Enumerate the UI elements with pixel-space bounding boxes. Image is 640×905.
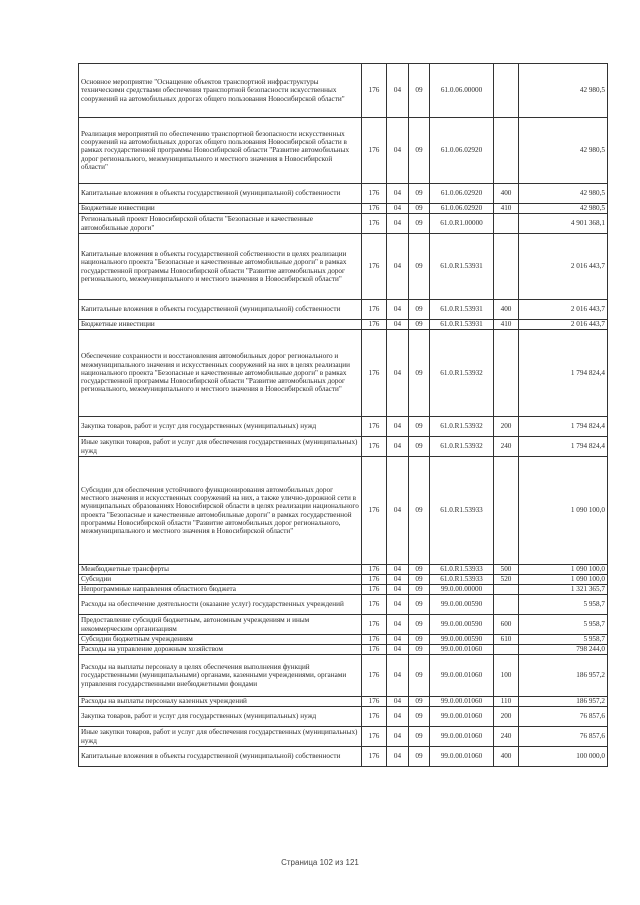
section-cell: 04 bbox=[387, 585, 409, 595]
table-row bbox=[79, 655, 608, 697]
table-row bbox=[79, 330, 608, 417]
section-cell: 04 bbox=[387, 575, 409, 585]
target-article-cell: 61.0.R1.00000 bbox=[430, 214, 494, 234]
amount-cell: 186 957,2 bbox=[519, 697, 608, 707]
table-row bbox=[79, 184, 608, 204]
target-article-cell: 61.0.R1.53931 bbox=[430, 300, 494, 320]
table-row bbox=[79, 300, 608, 320]
name-cell: Предоставление субсидий бюджетным, автономным учреждениям и иным некоммерческим организациям bbox=[79, 615, 362, 635]
amount-cell: 100 000,0 bbox=[519, 747, 608, 767]
section-cell: 04 bbox=[387, 747, 409, 767]
expense-type-cell: 400 bbox=[494, 747, 519, 767]
section-cell: 04 bbox=[387, 595, 409, 615]
amount-cell: 186 957,2 bbox=[519, 655, 608, 697]
amount-cell: 1 794 824,4 bbox=[519, 437, 608, 457]
name-cell: Расходы на обеспечение деятельности (оказание услуг) государственных учреждений bbox=[79, 595, 362, 615]
table-row bbox=[79, 118, 608, 184]
section-cell: 04 bbox=[387, 565, 409, 575]
table-row bbox=[79, 417, 608, 437]
target-article-cell: 99.0.00.01060 bbox=[430, 697, 494, 707]
target-article-cell: 61.0.R1.53931 bbox=[430, 320, 494, 330]
amount-cell: 42 980,5 bbox=[519, 64, 608, 118]
grbs-cell: 176 bbox=[362, 655, 387, 697]
name-cell: Региональный проект Новосибирской области "Безопасные и качественные автомобильные дороги" bbox=[79, 214, 362, 234]
grbs-cell: 176 bbox=[362, 184, 387, 204]
amount-cell: 1 090 100,0 bbox=[519, 575, 608, 585]
expense-type-cell: 400 bbox=[494, 184, 519, 204]
table-row bbox=[79, 204, 608, 214]
expense-type-cell: 500 bbox=[494, 565, 519, 575]
section-cell: 04 bbox=[387, 234, 409, 300]
table-row bbox=[79, 214, 608, 234]
target-article-cell: 99.0.00.01060 bbox=[430, 727, 494, 747]
target-article-cell: 99.0.00.00590 bbox=[430, 595, 494, 615]
section-cell: 04 bbox=[387, 300, 409, 320]
subsection-cell: 09 bbox=[409, 417, 430, 437]
table-row bbox=[79, 437, 608, 457]
target-article-cell: 61.0.R1.53931 bbox=[430, 234, 494, 300]
grbs-cell: 176 bbox=[362, 727, 387, 747]
target-article-cell: 99.0.00.01060 bbox=[430, 655, 494, 697]
amount-cell: 2 016 443,7 bbox=[519, 234, 608, 300]
section-cell: 04 bbox=[387, 707, 409, 727]
expense-type-cell: 110 bbox=[494, 697, 519, 707]
grbs-cell: 176 bbox=[362, 457, 387, 565]
grbs-cell: 176 bbox=[362, 585, 387, 595]
amount-cell: 42 980,5 bbox=[519, 118, 608, 184]
name-cell: Закупка товаров, работ и услуг для государственных (муниципальных) нужд bbox=[79, 707, 362, 727]
subsection-cell: 09 bbox=[409, 437, 430, 457]
expense-type-cell: 610 bbox=[494, 635, 519, 645]
grbs-cell: 176 bbox=[362, 234, 387, 300]
table-row bbox=[79, 727, 608, 747]
expense-type-cell bbox=[494, 64, 519, 118]
grbs-cell: 176 bbox=[362, 565, 387, 575]
grbs-cell: 176 bbox=[362, 320, 387, 330]
amount-cell: 1 090 100,0 bbox=[519, 565, 608, 575]
grbs-cell: 176 bbox=[362, 300, 387, 320]
grbs-cell: 176 bbox=[362, 575, 387, 585]
section-cell: 04 bbox=[387, 320, 409, 330]
table-row bbox=[79, 707, 608, 727]
name-cell: Закупка товаров, работ и услуг для государственных (муниципальных) нужд bbox=[79, 417, 362, 437]
expense-type-cell: 410 bbox=[494, 320, 519, 330]
expense-type-cell bbox=[494, 214, 519, 234]
name-cell: Обеспечение сохранности и восстановления автомобильных дорог регионального и межмуниципального значения и искусственных сооружений на них в целях реализации национального проекта "Безопасные и качественные автомобильные дороги" в рамках государственной программы Новосибирской области "Развитие автомобильных дорог регионального, межмуниципального и местного значения в Новосибирской области" bbox=[79, 330, 362, 417]
grbs-cell: 176 bbox=[362, 635, 387, 645]
table-row bbox=[79, 585, 608, 595]
target-article-cell: 61.0.R1.53933 bbox=[430, 565, 494, 575]
expense-type-cell bbox=[494, 645, 519, 655]
name-cell: Расходы на управление дорожным хозяйством bbox=[79, 645, 362, 655]
target-article-cell: 61.0.R1.53933 bbox=[430, 457, 494, 565]
section-cell: 04 bbox=[387, 330, 409, 417]
section-cell: 04 bbox=[387, 635, 409, 645]
name-cell: Иные закупки товаров, работ и услуг для обеспечения государственных (муниципальных) нужд bbox=[79, 727, 362, 747]
name-cell: Субсидии бюджетным учреждениям bbox=[79, 635, 362, 645]
name-cell: Иные закупки товаров, работ и услуг для обеспечения государственных (муниципальных) нужд bbox=[79, 437, 362, 457]
amount-cell: 4 901 368,1 bbox=[519, 214, 608, 234]
grbs-cell: 176 bbox=[362, 645, 387, 655]
amount-cell: 1 321 365,7 bbox=[519, 585, 608, 595]
target-article-cell: 61.0.06.02920 bbox=[430, 204, 494, 214]
subsection-cell: 09 bbox=[409, 645, 430, 655]
table-row bbox=[79, 575, 608, 585]
target-article-cell: 99.0.00.00000 bbox=[430, 585, 494, 595]
name-cell: Расходы на выплаты персоналу казенных учреждений bbox=[79, 697, 362, 707]
amount-cell: 1 794 824,4 bbox=[519, 330, 608, 417]
amount-cell: 76 857,6 bbox=[519, 727, 608, 747]
budget-table bbox=[78, 63, 608, 767]
grbs-cell: 176 bbox=[362, 747, 387, 767]
subsection-cell: 09 bbox=[409, 615, 430, 635]
table-row bbox=[79, 615, 608, 635]
name-cell: Бюджетные инвестиции bbox=[79, 204, 362, 214]
section-cell: 04 bbox=[387, 64, 409, 118]
section-cell: 04 bbox=[387, 727, 409, 747]
table-row bbox=[79, 457, 608, 565]
amount-cell: 798 244,0 bbox=[519, 645, 608, 655]
target-article-cell: 61.0.R1.53932 bbox=[430, 437, 494, 457]
expense-type-cell bbox=[494, 330, 519, 417]
table-row bbox=[79, 635, 608, 645]
table-row bbox=[79, 645, 608, 655]
section-cell: 04 bbox=[387, 204, 409, 214]
name-cell: Капитальные вложения в объекты государственной (муниципальной) собственности bbox=[79, 184, 362, 204]
name-cell: Непрограммные направления областного бюджета bbox=[79, 585, 362, 595]
subsection-cell: 09 bbox=[409, 234, 430, 300]
target-article-cell: 61.0.R1.53933 bbox=[430, 575, 494, 585]
name-cell: Капитальные вложения в объекты государственной (муниципальной) собственности bbox=[79, 300, 362, 320]
subsection-cell: 09 bbox=[409, 747, 430, 767]
grbs-cell: 176 bbox=[362, 118, 387, 184]
grbs-cell: 176 bbox=[362, 204, 387, 214]
name-cell: Капитальные вложения в объекты государственной собственности в целях реализации национального проекта "Безопасные и качественные автомобильные дороги" в рамках государственной программы Новосибирской области "Развитие автомобильных дорог регионального, межмуниципального и местного значения в Новосибирской области" bbox=[79, 234, 362, 300]
subsection-cell: 09 bbox=[409, 330, 430, 417]
subsection-cell: 09 bbox=[409, 64, 430, 118]
page-footer: Страница 102 из 121 bbox=[281, 858, 359, 867]
name-cell: Расходы на выплаты персоналу в целях обеспечения выполнения функций государственными (муниципальными) органами, казенными учреждениями, органами управления государственными внебюджетными фондами bbox=[79, 655, 362, 697]
subsection-cell: 09 bbox=[409, 727, 430, 747]
section-cell: 04 bbox=[387, 118, 409, 184]
target-article-cell: 61.0.06.02920 bbox=[430, 184, 494, 204]
grbs-cell: 176 bbox=[362, 615, 387, 635]
table-row bbox=[79, 234, 608, 300]
table-row bbox=[79, 595, 608, 615]
target-article-cell: 61.0.06.02920 bbox=[430, 118, 494, 184]
table-row bbox=[79, 320, 608, 330]
name-cell: Капитальные вложения в объекты государственной (муниципальной) собственности bbox=[79, 747, 362, 767]
expense-type-cell: 400 bbox=[494, 300, 519, 320]
section-cell: 04 bbox=[387, 214, 409, 234]
subsection-cell: 09 bbox=[409, 214, 430, 234]
amount-cell: 76 857,6 bbox=[519, 707, 608, 727]
section-cell: 04 bbox=[387, 697, 409, 707]
name-cell: Межбюджетные трансферты bbox=[79, 565, 362, 575]
expense-type-cell bbox=[494, 595, 519, 615]
expense-type-cell: 240 bbox=[494, 437, 519, 457]
target-article-cell: 61.0.R1.53932 bbox=[430, 330, 494, 417]
subsection-cell: 09 bbox=[409, 457, 430, 565]
grbs-cell: 176 bbox=[362, 697, 387, 707]
subsection-cell: 09 bbox=[409, 595, 430, 615]
subsection-cell: 09 bbox=[409, 635, 430, 645]
table-row bbox=[79, 565, 608, 575]
subsection-cell: 09 bbox=[409, 697, 430, 707]
expense-type-cell bbox=[494, 234, 519, 300]
subsection-cell: 09 bbox=[409, 204, 430, 214]
subsection-cell: 09 bbox=[409, 575, 430, 585]
subsection-cell: 09 bbox=[409, 300, 430, 320]
target-article-cell: 99.0.00.00590 bbox=[430, 635, 494, 645]
name-cell: Бюджетные инвестиции bbox=[79, 320, 362, 330]
target-article-cell: 61.0.R1.53932 bbox=[430, 417, 494, 437]
target-article-cell: 99.0.00.00590 bbox=[430, 615, 494, 635]
grbs-cell: 176 bbox=[362, 437, 387, 457]
amount-cell: 2 016 443,7 bbox=[519, 320, 608, 330]
expense-type-cell: 520 bbox=[494, 575, 519, 585]
table-row bbox=[79, 747, 608, 767]
expense-type-cell: 200 bbox=[494, 707, 519, 727]
amount-cell: 1 794 824,4 bbox=[519, 417, 608, 437]
grbs-cell: 176 bbox=[362, 595, 387, 615]
amount-cell: 42 980,5 bbox=[519, 184, 608, 204]
subsection-cell: 09 bbox=[409, 118, 430, 184]
amount-cell: 5 958,7 bbox=[519, 635, 608, 645]
grbs-cell: 176 bbox=[362, 417, 387, 437]
target-article-cell: 99.0.00.01060 bbox=[430, 645, 494, 655]
amount-cell: 42 980,5 bbox=[519, 204, 608, 214]
expense-type-cell: 200 bbox=[494, 417, 519, 437]
expense-type-cell: 410 bbox=[494, 204, 519, 214]
grbs-cell: 176 bbox=[362, 64, 387, 118]
budget-table-body bbox=[79, 64, 608, 767]
expense-type-cell bbox=[494, 118, 519, 184]
amount-cell: 2 016 443,7 bbox=[519, 300, 608, 320]
subsection-cell: 09 bbox=[409, 184, 430, 204]
amount-cell: 5 958,7 bbox=[519, 595, 608, 615]
name-cell: Реализация мероприятий по обеспечению транспортной безопасности искусственных сооружений на автомобильных дорогах общего пользования Новосибирской области в рамках государственной программы Новосибирской области "Развитие автомобильных дорог регионального, межмуниципального и местного значения в Новосибирской области" bbox=[79, 118, 362, 184]
target-article-cell: 99.0.00.01060 bbox=[430, 747, 494, 767]
subsection-cell: 09 bbox=[409, 320, 430, 330]
subsection-cell: 09 bbox=[409, 585, 430, 595]
expense-type-cell: 100 bbox=[494, 655, 519, 697]
expense-type-cell: 240 bbox=[494, 727, 519, 747]
section-cell: 04 bbox=[387, 417, 409, 437]
grbs-cell: 176 bbox=[362, 707, 387, 727]
section-cell: 04 bbox=[387, 655, 409, 697]
section-cell: 04 bbox=[387, 457, 409, 565]
target-article-cell: 61.0.06.00000 bbox=[430, 64, 494, 118]
section-cell: 04 bbox=[387, 184, 409, 204]
subsection-cell: 09 bbox=[409, 565, 430, 575]
name-cell: Основное мероприятие "Оснащение объектов транспортной инфраструктуры техническими средствами обеспечения транспортной безопасности искусственных сооружений на автомобильных дорогах общего пользования Новосибирской области" bbox=[79, 64, 362, 118]
name-cell: Субсидии для обеспечения устойчивого функционирования автомобильных дорог местного значения и искусственных сооружений на них, а также улично-дорожной сети в муниципальных образованиях Новосибирской области в целях реализации национального проекта "Безопасные и качественные автомобильные дороги" в рамках государственной программы Новосибирской области "Развитие автомобильных дорог регионального, межмуниципального и местного значения в Новосибирской области" bbox=[79, 457, 362, 565]
grbs-cell: 176 bbox=[362, 214, 387, 234]
expense-type-cell bbox=[494, 457, 519, 565]
target-article-cell: 99.0.00.01060 bbox=[430, 707, 494, 727]
subsection-cell: 09 bbox=[409, 655, 430, 697]
amount-cell: 5 958,7 bbox=[519, 615, 608, 635]
section-cell: 04 bbox=[387, 437, 409, 457]
amount-cell: 1 090 100,0 bbox=[519, 457, 608, 565]
name-cell: Субсидии bbox=[79, 575, 362, 585]
expense-type-cell: 600 bbox=[494, 615, 519, 635]
section-cell: 04 bbox=[387, 615, 409, 635]
table-row bbox=[79, 64, 608, 118]
table-row bbox=[79, 697, 608, 707]
section-cell: 04 bbox=[387, 645, 409, 655]
expense-type-cell bbox=[494, 585, 519, 595]
grbs-cell: 176 bbox=[362, 330, 387, 417]
subsection-cell: 09 bbox=[409, 707, 430, 727]
